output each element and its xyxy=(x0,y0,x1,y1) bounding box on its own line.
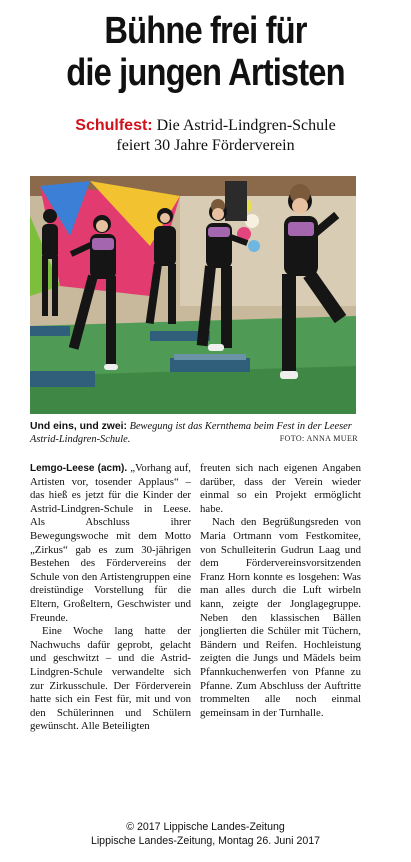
headline xyxy=(37,10,373,94)
article-column-right xyxy=(200,462,361,720)
subhead-line-2: feiert 30 Jahre Förderverein xyxy=(116,137,295,154)
source-footer xyxy=(0,820,411,848)
photo-credit: FOTO: ANNA MUER xyxy=(279,434,358,443)
caption-text: Bewegung ist das Kernthema beim Fest in der Leeser Astrid-Lindgren-Schule. xyxy=(30,421,352,445)
caption-lead: Und eins, und zwei: xyxy=(30,421,127,432)
subheadline xyxy=(10,116,401,156)
subhead-line-1: Die Astrid-Lindgren-Schule xyxy=(156,117,336,134)
paragraph: Nach den Begrüßungsreden von Maria Ortmann vom Festkomitee, von Schulleiterin Gudrun Laag und dem Fördervereinsvorsitzenden Franz Horn konnte es losgehen: Was man alles durch die Luft wirbeln kann, zeigte der Jonglagegruppe. Neben den klassischen Bällen jonglierten die Schüler mit Tüchern, Bändern und Reifen. Hochleistung zeigten die Jungs und Mädels beim Pfannkuchenwerfen von Pfanne zu Pfanne. Zum Abschluss der Auftritte trommelten alle noch einmal gemeinsam in der Turnhalle. xyxy=(200,516,361,719)
dateline: Lemgo-Leese (acm). xyxy=(30,463,128,474)
headline-line-2: die jungen Artisten xyxy=(66,52,345,94)
paragraph: Eine Woche lang hatte der Nachwuchs dafür geprobt, gelacht und geschwitzt – und die Astrid-Lindgren-Schule verwandelte sich zur Zirkusschule. Der Förderverein hatte sich ein Fest für, mit und von den Schülerinnen und Schülern gewünscht. Alle Beteiligten xyxy=(30,625,191,733)
paragraph: freuten sich nach eigenen Angaben darüber, dass der Verein wieder einmal so ein Projekt ermöglicht habe. xyxy=(200,462,361,515)
article-column-left xyxy=(30,462,191,734)
kicker-label: Schulfest: xyxy=(75,117,153,134)
copyright-line: © 2017 Lippische Landes-Zeitung xyxy=(126,821,285,833)
article-photo xyxy=(30,176,356,414)
source-line: Lippische Landes-Zeitung, Montag 26. Juni 2017 xyxy=(90,835,321,847)
photo-dancers-on-step-boards-icon xyxy=(30,176,356,414)
headline-line-1: Bühne frei für xyxy=(104,10,307,52)
paragraph xyxy=(30,462,191,625)
paragraph-text: „Vorhang auf, Artisten vor, tosender Applaus“ – das hieß es jetzt für die Kinder der Astrid-Lindgren-Schule in Leese. Als Abschluss ihrer Bewegungswoche mit dem Motto „Zirkus“ gab es zum 30-jährigen Bestehen des Fördervereins der Schule von den Artistengruppen eine dreistündige Vorstellung für die Eltern, Großeltern, Geschwister und Freunde. xyxy=(30,462,191,624)
